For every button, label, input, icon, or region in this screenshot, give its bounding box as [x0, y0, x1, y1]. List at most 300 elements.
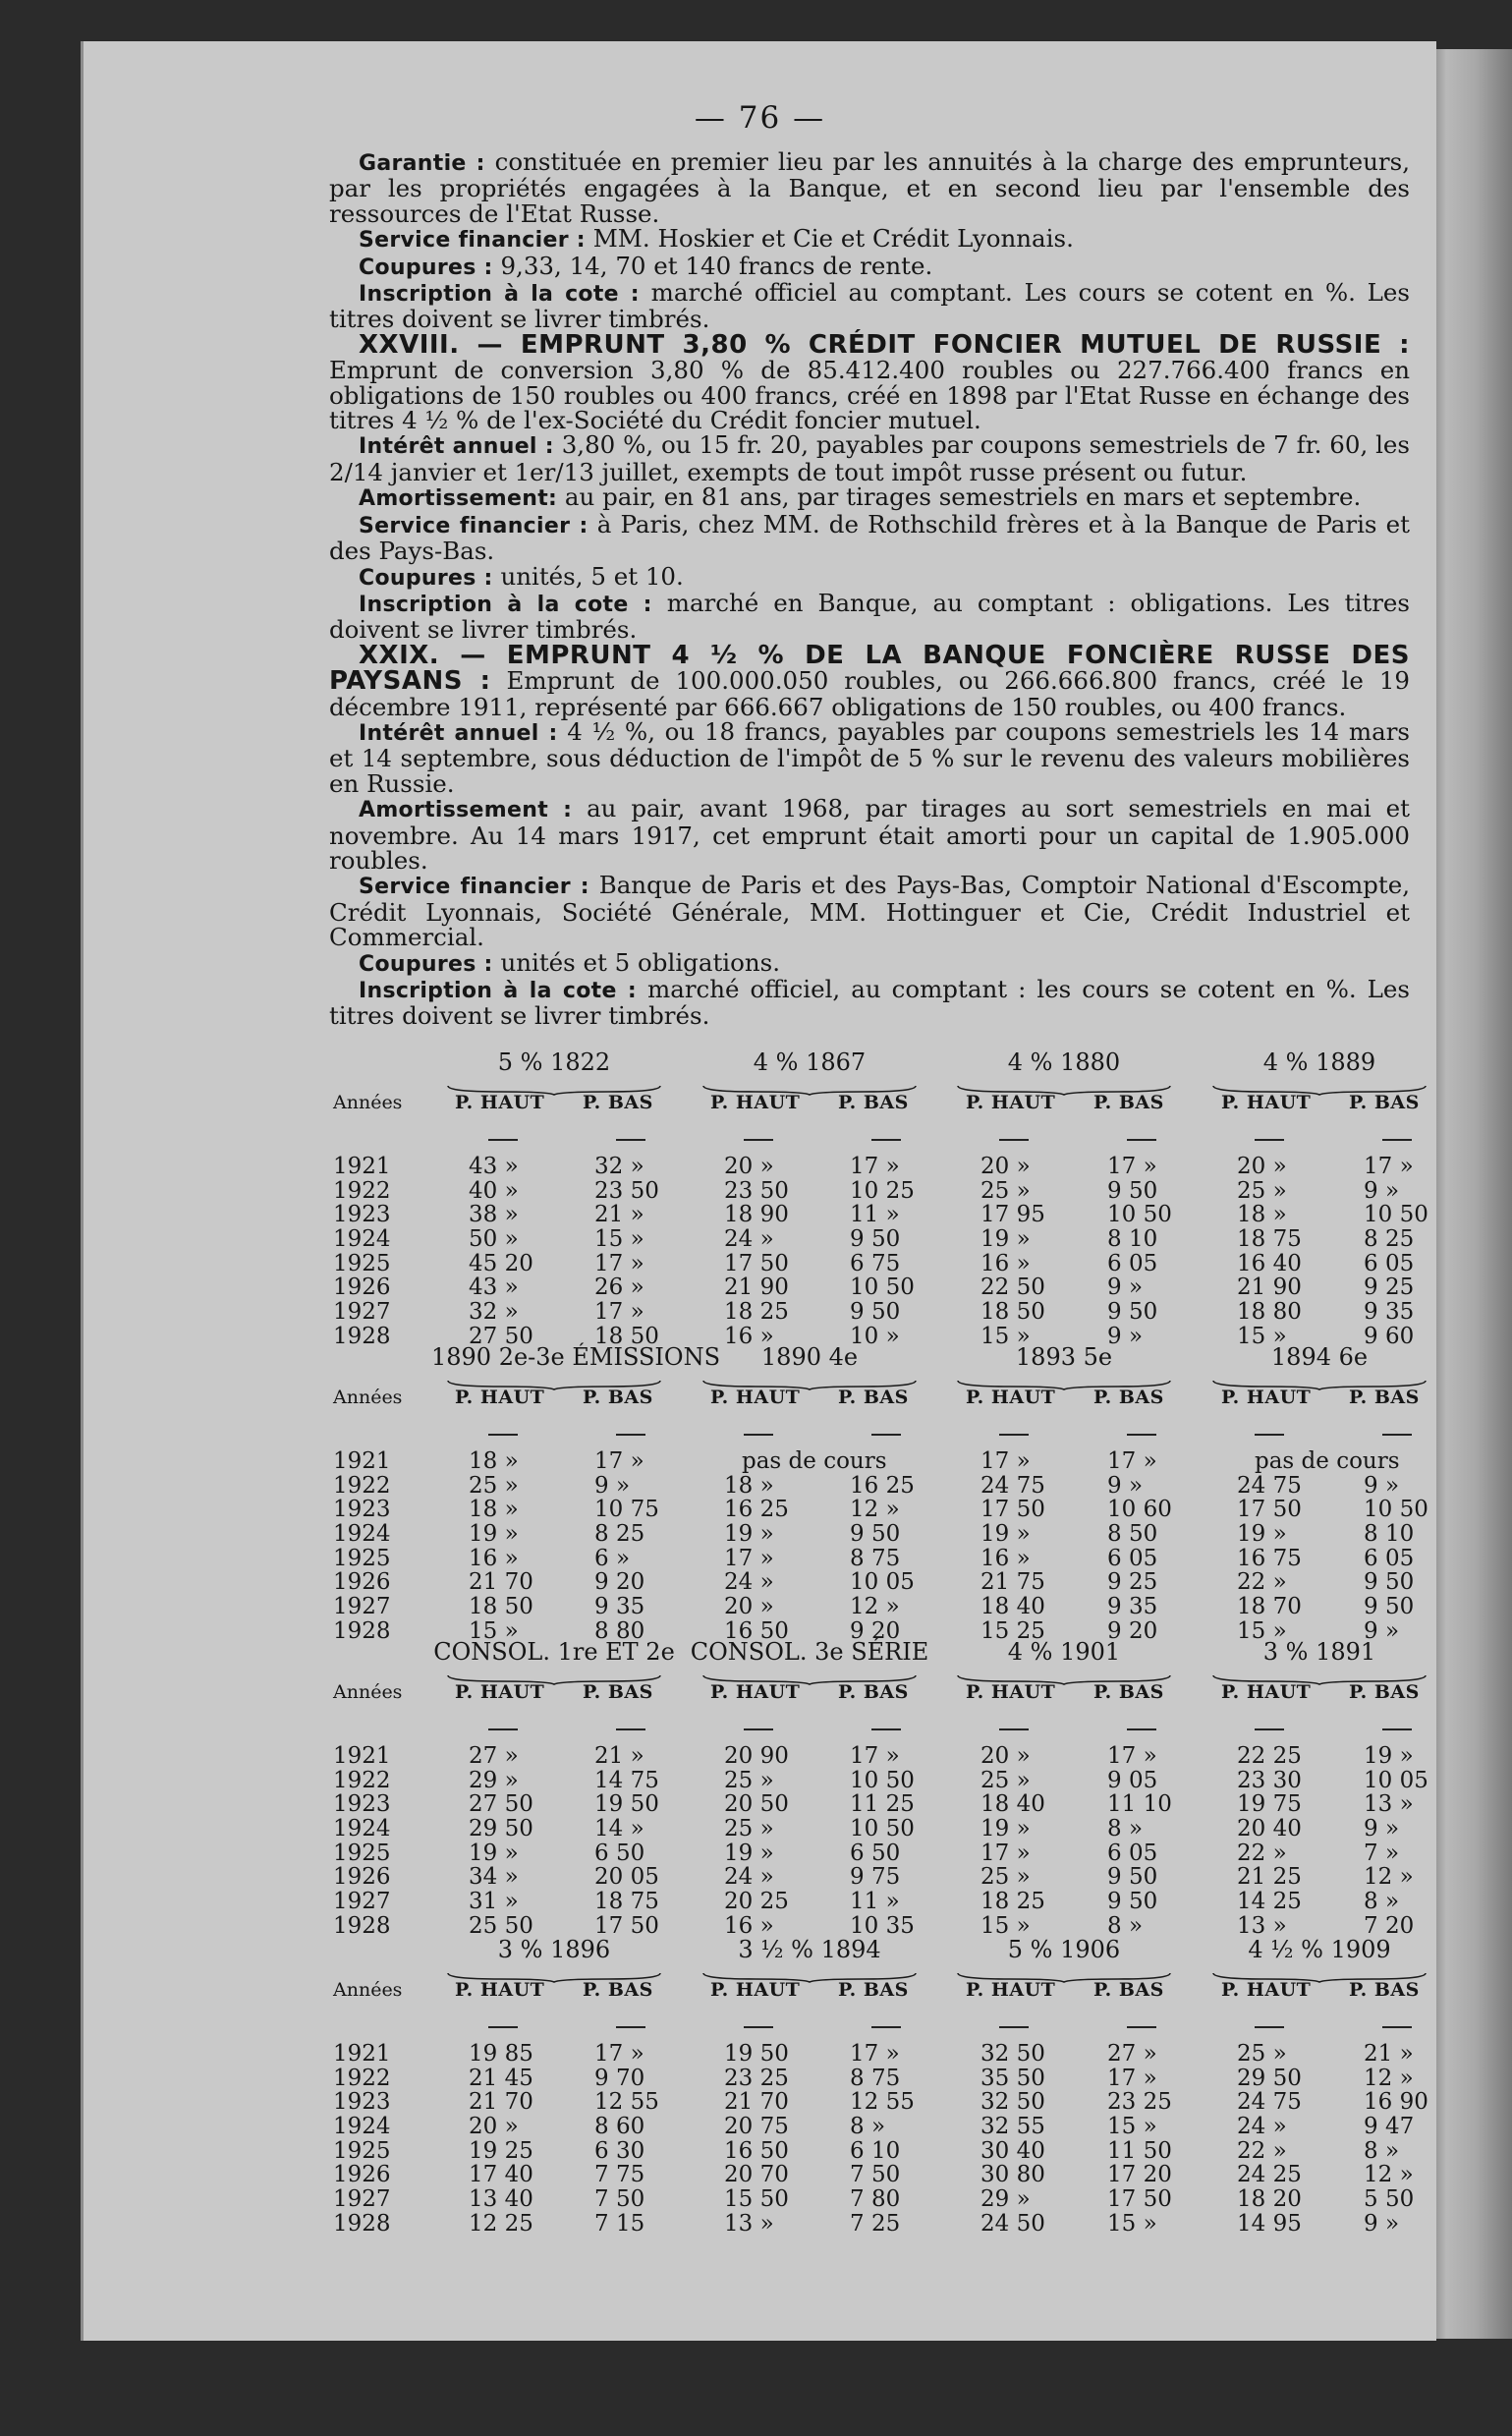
low-price-cell: 8 »	[1107, 1912, 1144, 1939]
low-price-cell: 10 50	[1364, 1497, 1428, 1523]
low-price-cell: 14 75	[594, 1767, 659, 1793]
body-text	[329, 149, 1410, 1029]
paragraph	[329, 226, 1410, 253]
low-price-cell: 9 »	[1364, 1617, 1400, 1644]
table-row	[333, 1912, 1496, 1939]
table-row	[333, 2114, 1496, 2140]
paragraph-text: à Paris, chez MM. de Rothschild frères et à la Banque de Paris et des Pays-Bas.	[329, 509, 1410, 566]
low-price-cell: 6 50	[594, 1840, 645, 1866]
table-row	[333, 1299, 1496, 1326]
high-price-cell: 18 80	[1237, 1299, 1302, 1326]
high-price-cell: 23 50	[724, 1177, 789, 1204]
paragraph	[329, 561, 1410, 591]
high-price-cell: 21 70	[469, 2089, 533, 2116]
high-price-cell: 20 70	[724, 2162, 789, 2188]
high-price-cell: 24 »	[724, 1569, 774, 1596]
high-price-cell: 17 »	[980, 1840, 1031, 1866]
year-cell: 1925	[333, 1545, 391, 1571]
high-price-header: P. HAUT	[966, 1387, 1056, 1408]
low-price-cell: 6 05	[1107, 1250, 1158, 1276]
low-price-cell: 9 50	[1107, 1177, 1158, 1204]
group-brace	[446, 1961, 662, 1973]
paragraph-text: au pair, avant 1968, par tirages au sort semestriels en mai et novembre. Au 14 mars 1917, cet emprunt était amorti pour un capital de 1.905.000 roubles.	[329, 794, 1410, 875]
paragraph-label: Coupures :	[359, 565, 493, 591]
table-row	[333, 1202, 1496, 1228]
loan-group-header: 4 % 1880	[1007, 1048, 1121, 1076]
low-price-cell: 10 50	[850, 1275, 915, 1301]
low-price-cell: 8 »	[1107, 1816, 1144, 1842]
column-rule	[999, 1139, 1029, 1141]
low-price-cell: 11 25	[850, 1791, 915, 1818]
year-cell: 1928	[333, 1617, 391, 1644]
table-row	[333, 1226, 1496, 1253]
paragraph-text: marché officiel au comptant. Les cours se cotent en %. Les titres doivent se livrer timbrés.	[329, 278, 1410, 334]
high-price-cell: 19 »	[980, 1521, 1031, 1548]
paragraph-text: unités, 5 et 10.	[492, 561, 684, 591]
no-quote-cell: pas de cours	[742, 1448, 887, 1474]
paragraph-text: Emprunt de 100.000.050 roubles, ou 266.666.800 francs, créé le 19 décembre 1911, représenté par 666.667 obligations de 150 roubles, ou 400 francs.	[329, 666, 1410, 721]
high-price-cell: 22 »	[1237, 1840, 1287, 1866]
loan-group-header: 1890 2e-3e ÉMISSIONS	[431, 1343, 721, 1371]
low-price-cell: 23 50	[594, 1177, 659, 1204]
low-price-cell: 17 »	[1107, 1154, 1157, 1179]
group-brace	[956, 1961, 1172, 1973]
high-price-cell: 17 50	[980, 1497, 1045, 1523]
column-rule	[999, 1728, 1029, 1730]
paragraph-label: XXVIII. — EMPRUNT 3,80 % CRÉDIT FONCIER MUTUEL DE RUSSIE :	[359, 329, 1410, 360]
low-price-cell: 10 25	[850, 1177, 915, 1204]
high-price-cell: 29 »	[469, 1767, 519, 1793]
paragraph-label: Service financier :	[359, 875, 589, 900]
high-price-cell: 20 »	[980, 1743, 1031, 1769]
year-cell: 1926	[333, 2162, 391, 2188]
high-price-cell: 34 »	[469, 1864, 519, 1891]
low-price-cell: 11 10	[1107, 1791, 1172, 1818]
paragraph	[329, 871, 1410, 952]
high-price-cell: 29 »	[980, 2186, 1031, 2213]
low-price-cell: 10 50	[850, 1816, 915, 1842]
high-price-header: P. HAUT	[455, 1387, 545, 1408]
year-cell: 1927	[333, 1889, 391, 1915]
years-column-header: Années	[333, 1979, 403, 2001]
low-price-cell: 9 20	[850, 1617, 901, 1644]
paragraph-label: Garantie :	[359, 151, 485, 176]
low-price-header: P. BAS	[1093, 1387, 1164, 1408]
column-rule	[1382, 1728, 1412, 1730]
column-rule	[1382, 2026, 1412, 2028]
high-price-cell: 12 25	[469, 2210, 533, 2237]
low-price-cell: 9 60	[1364, 1323, 1415, 1349]
high-price-cell: 19 50	[724, 2041, 789, 2067]
loan-group-header: 4 % 1889	[1262, 1048, 1376, 1076]
high-price-cell: 21 90	[724, 1275, 789, 1301]
low-price-cell: 9 50	[1364, 1594, 1415, 1620]
high-price-cell: 19 »	[469, 1521, 519, 1548]
year-cell: 1924	[333, 1226, 391, 1253]
high-price-cell: 25 »	[724, 1767, 774, 1793]
no-quote-cell: pas de cours	[1255, 1448, 1400, 1474]
high-price-cell: 23 30	[1237, 1767, 1302, 1793]
low-price-cell: 10 05	[1364, 1767, 1428, 1793]
low-price-cell: 9 25	[1364, 1275, 1415, 1301]
low-price-cell: 21 »	[594, 1743, 644, 1769]
group-brace	[701, 1664, 918, 1675]
low-price-cell: 9 50	[1107, 1299, 1158, 1326]
high-price-cell: 19 »	[1237, 1521, 1287, 1548]
price-table	[333, 1343, 1496, 1644]
low-price-header: P. BAS	[1349, 1681, 1420, 1703]
low-price-cell: 8 80	[594, 1617, 645, 1644]
high-price-cell: 24 75	[980, 1472, 1045, 1499]
low-price-cell: 26 »	[594, 1275, 644, 1301]
loan-group-header: 1893 5e	[1015, 1343, 1113, 1371]
high-price-cell: 21 75	[980, 1569, 1045, 1596]
low-price-cell: 19 50	[594, 1791, 659, 1818]
year-cell: 1925	[333, 2137, 391, 2164]
low-price-cell: 10 50	[850, 1767, 915, 1793]
high-price-cell: 15 »	[1237, 1617, 1287, 1644]
high-price-cell: 24 »	[1237, 2114, 1287, 2140]
column-rule	[744, 1434, 773, 1436]
low-price-cell: 9 20	[1107, 1617, 1158, 1644]
column-rule	[488, 1728, 518, 1730]
high-price-header: P. HAUT	[966, 1681, 1056, 1703]
high-price-cell: 15 »	[469, 1617, 519, 1644]
low-price-cell: 17 »	[1107, 2065, 1157, 2091]
low-price-cell: 6 05	[1364, 1250, 1415, 1276]
low-price-cell: 16 90	[1364, 2089, 1428, 2116]
low-price-cell: 9 47	[1364, 2114, 1415, 2140]
high-price-header: P. HAUT	[1221, 1979, 1312, 2001]
low-price-cell: 7 75	[594, 2162, 645, 2188]
paragraph-text: marché officiel, au comptant : les cours se cotent en %. Les titres doivent se livrer timbrés.	[329, 975, 1410, 1031]
price-table	[333, 1048, 1496, 1349]
low-price-cell: 9 50	[850, 1299, 901, 1326]
price-table	[333, 1936, 1496, 2237]
loan-group-header: 4 % 1867	[753, 1048, 867, 1076]
high-price-cell: 18 »	[1237, 1202, 1287, 1228]
paragraph-label: XXIX. — EMPRUNT 4 ½ % DE LA BANQUE FONCIÈRE RUSSE DES PAYSANS :	[329, 640, 1410, 697]
column-rule	[744, 1139, 773, 1141]
low-price-cell: 10 50	[1364, 1202, 1428, 1228]
high-price-cell: 18 40	[980, 1791, 1045, 1818]
paragraph-text: 4 ½ %, ou 18 francs, payables par coupons semestriels les 14 mars et 14 septembre, sous déduction de l'impôt de 5 % sur le revenu des valeurs mobilières en Russie.	[329, 716, 1410, 798]
loan-group-header: 1890 4e	[760, 1343, 859, 1371]
high-price-header: P. HAUT	[966, 1979, 1056, 2001]
year-cell: 1926	[333, 1569, 391, 1596]
years-column-header: Années	[333, 1681, 403, 1703]
low-price-cell: 12 »	[850, 1497, 900, 1523]
low-price-cell: 21 »	[1364, 2041, 1414, 2067]
low-price-cell: 6 »	[594, 1545, 631, 1571]
low-price-header: P. BAS	[1093, 1092, 1164, 1113]
high-price-cell: 22 50	[980, 1275, 1045, 1301]
low-price-cell: 10 60	[1107, 1497, 1172, 1523]
year-cell: 1922	[333, 1472, 391, 1499]
paragraph	[329, 796, 1410, 873]
low-price-cell: 9 »	[1364, 2210, 1400, 2237]
column-rule	[1127, 1434, 1156, 1436]
column-rule	[1127, 1728, 1156, 1730]
paragraph-label: Service financier :	[359, 513, 588, 538]
high-price-cell: 25 »	[980, 1177, 1031, 1204]
high-price-cell: 16 »	[724, 1323, 774, 1349]
column-rule	[616, 1139, 645, 1141]
low-price-header: P. BAS	[1093, 1979, 1164, 2001]
low-price-cell: 8 »	[1364, 1889, 1400, 1915]
high-price-cell: 25 »	[980, 1767, 1031, 1793]
low-price-cell: 17 20	[1107, 2162, 1172, 2188]
loan-group-header: 3 % 1896	[497, 1936, 611, 1963]
paragraph	[329, 977, 1410, 1029]
low-price-cell: 12 »	[850, 1594, 900, 1620]
low-price-cell: 12 »	[1364, 1864, 1414, 1891]
high-price-cell: 20 90	[724, 1743, 789, 1769]
year-cell: 1921	[333, 1743, 391, 1769]
high-price-cell: 25 »	[724, 1816, 774, 1842]
paragraph-text: Banque de Paris et des Pays-Bas, Comptoir National d'Escompte, Crédit Lyonnais, Société Générale, MM. Hottinguer et Cie, Crédit Industriel et Commercial.	[329, 871, 1410, 952]
high-price-cell: 19 »	[980, 1226, 1031, 1253]
column-rule	[488, 2026, 518, 2028]
low-price-cell: 10 »	[850, 1323, 900, 1349]
paragraph	[329, 509, 1410, 566]
low-price-cell: 8 75	[850, 2065, 901, 2091]
group-brace	[446, 1664, 662, 1675]
low-price-cell: 6 50	[850, 1840, 901, 1866]
low-price-cell: 13 »	[1364, 1791, 1414, 1818]
table-row	[333, 1864, 1496, 1891]
low-price-cell: 8 25	[594, 1521, 645, 1548]
paragraph-text: 3,80 %, ou 15 fr. 20, payables par coupons semestriels de 7 fr. 60, les 2/14 janvier et 1er/13 juillet, exempts de tout impôt russe présent ou futur.	[329, 430, 1410, 486]
years-column-header: Années	[333, 1092, 403, 1113]
low-price-cell: 7 50	[594, 2186, 645, 2213]
loan-group-header: 1894 6e	[1270, 1343, 1369, 1371]
low-price-cell: 17 »	[850, 1154, 900, 1179]
low-price-cell: 9 35	[1364, 1299, 1415, 1326]
low-price-cell: 9 75	[850, 1864, 901, 1891]
table-row	[333, 1545, 1496, 1571]
high-price-header: P. HAUT	[710, 1092, 801, 1113]
column-rule	[1127, 2026, 1156, 2028]
paragraph-label: Coupures :	[359, 255, 493, 280]
group-brace	[446, 1369, 662, 1381]
high-price-cell: 27 »	[469, 1743, 519, 1769]
high-price-cell: 19 »	[980, 1816, 1031, 1842]
loan-group-header: 3 % 1891	[1262, 1638, 1376, 1666]
high-price-cell: 16 50	[724, 2137, 789, 2164]
low-price-cell: 18 75	[594, 1889, 659, 1915]
low-price-cell: 7 »	[1364, 1840, 1400, 1866]
low-price-cell: 23 25	[1107, 2089, 1172, 2116]
high-price-cell: 19 85	[469, 2041, 533, 2067]
high-price-cell: 50 »	[469, 1226, 519, 1253]
low-price-cell: 7 15	[594, 2210, 645, 2237]
column-rule	[1127, 1139, 1156, 1141]
high-price-cell: 43 »	[469, 1275, 519, 1301]
year-cell: 1922	[333, 1177, 391, 1204]
high-price-cell: 16 50	[724, 1617, 789, 1644]
high-price-cell: 16 »	[980, 1250, 1031, 1276]
table-row	[333, 1889, 1496, 1915]
low-price-cell: 8 »	[1364, 2137, 1400, 2164]
table-row	[333, 1816, 1496, 1842]
high-price-header: P. HAUT	[1221, 1681, 1312, 1703]
table-row	[333, 2162, 1496, 2188]
low-price-cell: 17 »	[594, 2041, 644, 2067]
high-price-cell: 21 70	[469, 1569, 533, 1596]
loan-heading	[329, 640, 1410, 721]
loan-group-header: CONSOL. 3e SÉRIE	[690, 1638, 929, 1666]
high-price-cell: 18 40	[980, 1594, 1045, 1620]
high-price-cell: 20 25	[724, 1889, 789, 1915]
low-price-cell: 8 25	[1364, 1226, 1415, 1253]
table-row	[333, 2137, 1496, 2164]
year-cell: 1923	[333, 2089, 391, 2116]
high-price-cell: 25 50	[469, 1912, 533, 1939]
years-column-header: Années	[333, 1387, 403, 1408]
high-price-cell: 18 25	[724, 1299, 789, 1326]
low-price-cell: 21 »	[594, 1202, 644, 1228]
low-price-cell: 8 10	[1107, 1226, 1158, 1253]
low-price-cell: 17 »	[1364, 1154, 1414, 1179]
group-brace	[701, 1074, 918, 1086]
low-price-cell: 17 »	[594, 1250, 644, 1276]
high-price-cell: 24 75	[1237, 2089, 1302, 2116]
high-price-cell: 22 »	[1237, 2137, 1287, 2164]
paragraph-text: Emprunt de conversion 3,80 % de 85.412.400 roubles ou 227.766.400 francs en obligations de 150 roubles ou 400 francs, créé en 1898 par l'Etat Russe en échange des titres 4 ½ % de l'ex-Société du Crédit foncier mutuel.	[329, 356, 1410, 435]
low-price-cell: 7 50	[850, 2162, 901, 2188]
paragraph-label: Amortissement:	[359, 486, 558, 512]
low-price-header: P. BAS	[1349, 1092, 1420, 1113]
page-number: — 76 —	[694, 100, 826, 136]
column-rule	[999, 1434, 1029, 1436]
year-cell: 1925	[333, 1250, 391, 1276]
high-price-header: P. HAUT	[710, 1979, 801, 2001]
high-price-cell: 16 »	[469, 1545, 519, 1571]
year-cell: 1923	[333, 1202, 391, 1228]
year-cell: 1924	[333, 1521, 391, 1548]
high-price-cell: 24 50	[980, 2210, 1045, 2237]
high-price-cell: 43 »	[469, 1154, 519, 1179]
high-price-cell: 18 25	[980, 1889, 1045, 1915]
low-price-cell: 10 05	[850, 1569, 915, 1596]
year-cell: 1928	[333, 1912, 391, 1939]
group-brace	[446, 1074, 662, 1086]
high-price-cell: 27 50	[469, 1791, 533, 1818]
low-price-header: P. BAS	[1093, 1681, 1164, 1703]
high-price-header: P. HAUT	[455, 1979, 545, 2001]
low-price-cell: 8 10	[1364, 1521, 1415, 1548]
low-price-cell: 19 »	[1364, 1743, 1414, 1769]
high-price-header: P. HAUT	[1221, 1092, 1312, 1113]
low-price-cell: 14 »	[594, 1816, 644, 1842]
low-price-cell: 17 »	[594, 1448, 644, 1474]
table-row	[333, 1250, 1496, 1276]
high-price-cell: 16 »	[724, 1912, 774, 1939]
low-price-cell: 6 10	[850, 2137, 901, 2164]
high-price-cell: 25 »	[1237, 2041, 1287, 2067]
year-cell: 1925	[333, 1840, 391, 1866]
year-cell: 1924	[333, 2114, 391, 2140]
high-price-cell: 15 25	[980, 1617, 1045, 1644]
low-price-cell: 15 »	[1107, 2114, 1157, 2140]
high-price-cell: 13 40	[469, 2186, 533, 2213]
year-cell: 1926	[333, 1275, 391, 1301]
low-price-cell: 9 50	[850, 1226, 901, 1253]
low-price-cell: 9 50	[1364, 1569, 1415, 1596]
low-price-cell: 9 »	[1107, 1472, 1144, 1499]
high-price-header: P. HAUT	[966, 1092, 1056, 1113]
low-price-header: P. BAS	[838, 1979, 909, 2001]
year-cell: 1921	[333, 2041, 391, 2067]
low-price-cell: 7 20	[1364, 1912, 1415, 1939]
paragraph-text: unités et 5 obligations.	[492, 947, 781, 977]
group-brace	[701, 1369, 918, 1381]
high-price-cell: 21 25	[1237, 1864, 1302, 1891]
high-price-cell: 31 »	[469, 1889, 519, 1915]
high-price-header: P. HAUT	[710, 1681, 801, 1703]
high-price-cell: 21 90	[1237, 1275, 1302, 1301]
high-price-cell: 18 90	[724, 1202, 789, 1228]
low-price-cell: 7 25	[850, 2210, 901, 2237]
table-row	[333, 1521, 1496, 1548]
high-price-cell: 20 »	[1237, 1154, 1287, 1179]
low-price-cell: 8 60	[594, 2114, 645, 2140]
high-price-cell: 20 40	[1237, 1816, 1302, 1842]
low-price-cell: 27 »	[1107, 2041, 1157, 2067]
paragraph	[329, 716, 1410, 798]
low-price-cell: 9 25	[1107, 1569, 1158, 1596]
high-price-cell: 17 »	[980, 1448, 1031, 1474]
low-price-cell: 9 »	[1364, 1472, 1400, 1499]
table-row	[333, 1177, 1496, 1204]
paragraph	[329, 251, 1410, 280]
low-price-cell: 6 05	[1107, 1840, 1158, 1866]
year-cell: 1927	[333, 2186, 391, 2213]
table-row	[333, 1448, 1496, 1474]
low-price-cell: 8 75	[850, 1545, 901, 1571]
paragraph	[329, 280, 1410, 332]
high-price-cell: 20 »	[724, 1154, 774, 1179]
low-price-cell: 9 »	[1364, 1816, 1400, 1842]
high-price-cell: 19 75	[1237, 1791, 1302, 1818]
low-price-cell: 16 25	[850, 1472, 915, 1499]
paragraph-label: Inscription à la cote :	[359, 979, 637, 1003]
paragraph-text: MM. Hoskier et Cie et Crédit Lyonnais.	[585, 224, 1074, 254]
group-brace	[956, 1074, 1172, 1086]
low-price-header: P. BAS	[583, 1681, 653, 1703]
low-price-cell: 9 »	[1364, 1177, 1400, 1204]
low-price-cell: 15 »	[1107, 2210, 1157, 2237]
table-row	[333, 1275, 1496, 1301]
high-price-cell: 20 »	[469, 2114, 519, 2140]
year-cell: 1926	[333, 1864, 391, 1891]
table-row	[333, 2210, 1496, 2237]
low-price-cell: 18 50	[594, 1323, 659, 1349]
loan-group-header: CONSOL. 1re ET 2e	[433, 1638, 675, 1666]
high-price-cell: 18 50	[980, 1299, 1045, 1326]
column-rule	[1255, 1139, 1284, 1141]
loan-group-header: 5 % 1906	[1007, 1936, 1121, 1963]
column-rule	[488, 1434, 518, 1436]
column-rule	[871, 1728, 901, 1730]
year-cell: 1928	[333, 2210, 391, 2237]
high-price-header: P. HAUT	[1221, 1387, 1312, 1408]
paragraph-label: Inscription à la cote :	[359, 282, 640, 308]
high-price-cell: 15 »	[980, 1912, 1031, 1939]
high-price-cell: 24 25	[1237, 2162, 1302, 2188]
high-price-cell: 15 »	[980, 1323, 1031, 1349]
